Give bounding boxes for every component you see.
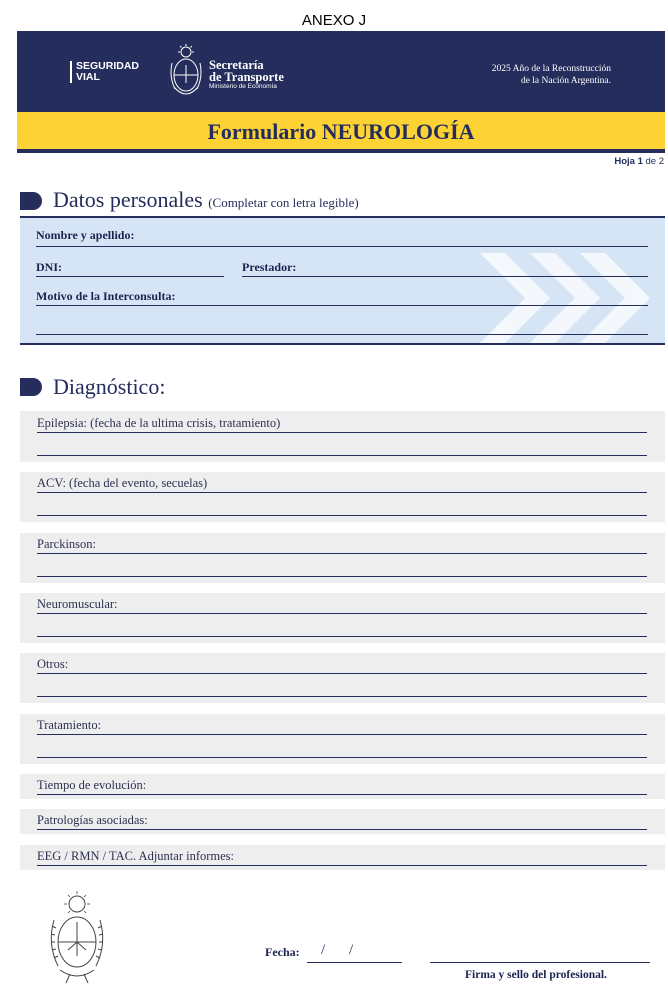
secretaria-logo-text	[209, 59, 284, 91]
header-banner	[17, 31, 665, 112]
tratamiento-field-2[interactable]	[37, 757, 647, 758]
diagnostic-row	[20, 714, 665, 764]
eeg-field[interactable]	[37, 865, 647, 866]
page-total: de 2	[645, 156, 664, 167]
diagnostic-row	[20, 809, 665, 834]
personal-data-box	[20, 216, 665, 345]
secretaria-line-2: de Transporte	[209, 70, 284, 84]
otros-field-2[interactable]	[37, 696, 647, 697]
national-crest-icon	[169, 43, 203, 101]
diagnostic-row	[20, 653, 665, 703]
motivo-field-2[interactable]	[36, 334, 648, 335]
patologias-label: Patrologías asociadas:	[37, 813, 148, 827]
year-line-1: 2025 Año de la Reconstrucción	[491, 64, 611, 74]
firma-field[interactable]	[430, 962, 650, 963]
section-marker-icon	[20, 378, 42, 396]
section-marker-icon	[20, 192, 42, 210]
firma-label: Firma y sello del profesional.	[465, 969, 607, 981]
name-label: Nombre y apellido:	[36, 228, 135, 242]
personal-section-title	[53, 187, 359, 213]
epilepsia-label: Epilepsia: (fecha de la ultima crisis, tratamiento)	[37, 416, 281, 430]
motivo-field[interactable]	[36, 305, 648, 306]
prestador-label: Prestador:	[242, 260, 297, 274]
date-slash-1: /	[321, 942, 326, 958]
year-line-2: de la Nación Argentina.	[520, 76, 611, 86]
eeg-label: EEG / RMN / TAC. Adjuntar informes:	[37, 849, 235, 863]
tratamiento-field[interactable]	[37, 734, 647, 735]
tiempo-label: Tiempo de evolución:	[37, 778, 147, 792]
diagnostic-section-title: Diagnóstico:	[53, 374, 166, 399]
national-crest-icon	[46, 890, 108, 986]
otros-field[interactable]	[37, 673, 647, 674]
name-field[interactable]	[36, 246, 648, 247]
form-title: Formulario NEUROLOGÍA	[207, 119, 475, 144]
neuromuscular-field[interactable]	[37, 613, 647, 614]
brand-line-1: SEGURIDAD	[76, 60, 140, 72]
acv-field[interactable]	[37, 492, 647, 493]
epilepsia-field[interactable]	[37, 432, 647, 433]
acv-field-2[interactable]	[37, 515, 647, 516]
diagnostic-row	[20, 774, 665, 799]
otros-label: Otros:	[37, 657, 69, 671]
date-slash-2: /	[349, 942, 354, 958]
neuromuscular-field-2[interactable]	[37, 636, 647, 637]
diagnostic-row	[20, 593, 665, 643]
diagnostic-row	[20, 845, 665, 870]
page-number: Hoja 1	[614, 156, 643, 167]
dni-label: DNI:	[36, 260, 62, 274]
motivo-label: Motivo de la Interconsulta:	[36, 289, 176, 303]
chevron-decoration-icon	[470, 248, 665, 343]
parkinson-label: Parckinson:	[37, 537, 97, 551]
fecha-label: Fecha:	[265, 945, 300, 959]
personal-subtitle: (Completar con letra legible)	[208, 195, 359, 210]
secretaria-line-1: Secretaría	[209, 58, 264, 72]
diagnostic-row	[20, 472, 665, 522]
tratamiento-label: Tratamiento:	[37, 718, 102, 732]
ministerio-text: Ministerio de Economía	[209, 83, 277, 90]
tiempo-field[interactable]	[37, 794, 647, 795]
fecha-field[interactable]	[307, 962, 402, 963]
personal-title: Datos personales	[53, 187, 203, 212]
diagnostic-row	[20, 533, 665, 583]
annex-label: ANEXO J	[301, 12, 367, 29]
page-indicator	[614, 156, 664, 167]
dni-field[interactable]	[36, 276, 224, 277]
brand-line-2: VIAL	[76, 71, 100, 83]
parkinson-field[interactable]	[37, 553, 647, 554]
acv-label: ACV: (fecha del evento, secuelas)	[37, 476, 208, 490]
parkinson-field-2[interactable]	[37, 576, 647, 577]
patologias-field[interactable]	[37, 829, 647, 830]
year-motto	[427, 63, 611, 87]
diagnostic-row	[20, 411, 665, 462]
prestador-field[interactable]	[242, 276, 648, 277]
seguridad-vial-logo	[70, 61, 139, 83]
epilepsia-field-2[interactable]	[37, 455, 647, 456]
neuromuscular-label: Neuromuscular:	[37, 597, 118, 611]
